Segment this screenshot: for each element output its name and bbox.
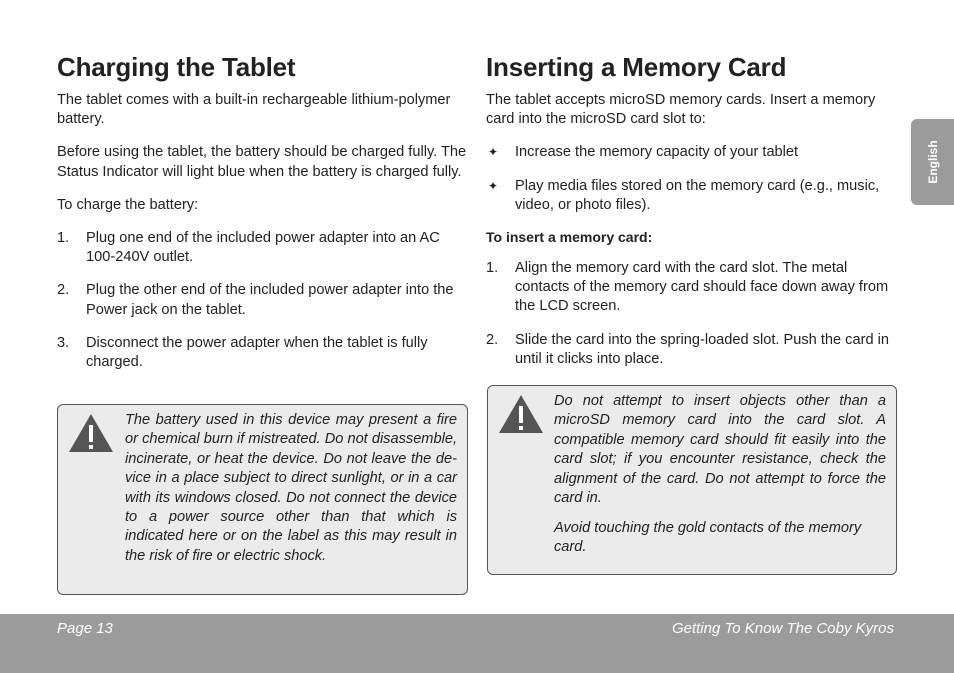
left-column: [57, 52, 467, 372]
warning-triangle-icon: [498, 394, 544, 434]
right-column: [486, 52, 896, 369]
language-tab: [911, 119, 954, 205]
memory-card-intro: The tablet accepts microSD memory cards. Insert a memory card into the microSD card slot to:: [486, 92, 876, 128]
list-item: 1. Plug one end of the included power adapter into an AC 100-240V outlet.: [57, 230, 440, 266]
charging-lead: To charge the battery:: [57, 196, 199, 213]
page-number: Page 13: [57, 620, 113, 637]
insert-card-subheading: To insert a memory card:: [486, 229, 653, 246]
charging-paragraph: Before using the tablet, the battery should be charged fully. The Status Indicator will light blue when the battery is charged fully.: [57, 144, 467, 180]
charging-steps: [57, 229, 467, 372]
charging-intro: The tablet comes with a built-in rechargeable lithium-polymer battery.: [57, 92, 451, 128]
warning-triangle-icon: [68, 413, 114, 453]
list-item: 3. Disconnect the power adapter when the tablet is fully charged.: [57, 334, 428, 371]
memory-card-warning-text: Do not attempt to insert objects other than a microSD memory card into the card slot. A compatible memory card should fit easily into the card slot; if you encounter resistance, check the alignment of the card. Do not attempt to force the card in.: [554, 393, 886, 507]
list-item: 1. Align the memory card with the card slot. The metal contacts of the memory card should face down away from the LCD screen.: [486, 260, 889, 315]
memory-card-title: Inserting a Memory Card: [486, 52, 787, 82]
charging-title: Charging the Tablet: [57, 52, 296, 82]
sparkle-bullet-icon: ✦: [488, 178, 499, 193]
list-item: 2. Plug the other end of the included power adapter into the Power jack on the tablet.: [57, 282, 454, 318]
insert-card-steps: [486, 259, 896, 369]
section-title: Getting To Know The Coby Kyros: [671, 620, 894, 637]
list-item: ✦ Play media files stored on the memory card (e.g., music, video, or photo files).: [488, 177, 880, 213]
page-footer: [0, 614, 954, 673]
sparkle-bullet-icon: ✦: [488, 145, 499, 160]
battery-warning-text: The battery used in this device may present a fire or chemical burn if mistreated. Do not disassemble, incinerate, or heat the device. Do not leave the de-vice in a place subject to direct sunlight, or in a car with its windows closed. Do not connect the device to a power source other than that which is indicated here or on the label as this may result in the risk of fire or electric shock.: [125, 412, 457, 564]
memory-card-warning-box: [487, 385, 897, 575]
gold-contacts-warning-text: Avoid touching the gold contacts of the memory card.: [554, 520, 862, 556]
battery-warning-box: [57, 404, 468, 595]
memory-card-bullets: [486, 143, 896, 215]
language-tab-label: English: [925, 140, 940, 184]
list-item: 2. Slide the card into the spring-loaded slot. Push the card in until it clicks into place.: [486, 331, 889, 367]
list-item: ✦ Increase the memory capacity of your tablet: [486, 143, 896, 162]
